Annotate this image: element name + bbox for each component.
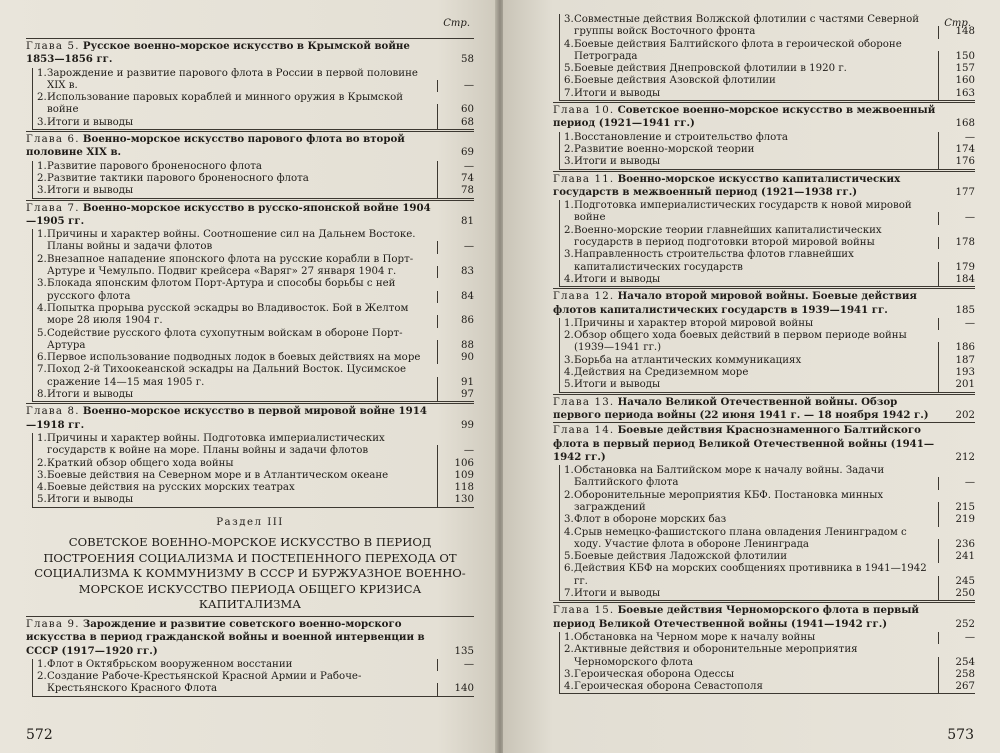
item-text: Развитие тактики парового броненосного флота bbox=[47, 172, 309, 184]
item-text: Флот в Октябрьском вооруженном восстании bbox=[47, 658, 293, 670]
toc-item bbox=[33, 352, 474, 364]
item-page: 215 bbox=[938, 502, 975, 514]
item-text: Боевые действия Ладожской флотилии bbox=[574, 551, 788, 563]
item-page: — bbox=[437, 161, 474, 173]
item-page: 201 bbox=[938, 379, 975, 391]
item-page: 118 bbox=[437, 482, 474, 494]
item-text: Боевые действия на русских морских театрах bbox=[47, 482, 295, 494]
toc-item bbox=[560, 225, 975, 250]
item-page: 258 bbox=[938, 669, 975, 681]
item-number: 4. bbox=[37, 302, 47, 314]
item-page: 157 bbox=[938, 63, 975, 75]
toc-item bbox=[33, 254, 474, 279]
item-text: Итоги и выводы bbox=[574, 156, 661, 168]
toc-item bbox=[33, 364, 474, 389]
item-number: 1. bbox=[37, 658, 47, 670]
toc-item bbox=[33, 433, 474, 458]
item-number: 2. bbox=[564, 330, 574, 342]
chapter-items bbox=[32, 433, 474, 508]
item-text: Причины и характер войны. Соотношение сил на Дальнем Востоке. Планы войны и задачи флотов bbox=[47, 229, 416, 253]
item-number: 2. bbox=[37, 92, 47, 104]
item-page: 90 bbox=[437, 352, 474, 364]
item-number: 7. bbox=[564, 87, 574, 99]
item-page: — bbox=[938, 212, 975, 224]
item-text: Итоги и выводы bbox=[47, 116, 134, 128]
item-page: 140 bbox=[437, 683, 474, 695]
chapter-label: Глава 13. bbox=[553, 396, 615, 408]
item-number: 2. bbox=[37, 253, 47, 265]
toc-item bbox=[33, 458, 474, 470]
item-page: 179 bbox=[938, 262, 975, 274]
toc-item bbox=[33, 229, 474, 254]
item-page: — bbox=[938, 318, 975, 330]
chapter-title: Русское военно-морское искусство в Крымской войне 1853—1856 гг. bbox=[26, 40, 410, 66]
item-page: 130 bbox=[437, 494, 474, 506]
toc-item bbox=[560, 75, 975, 87]
chapter-label: Глава 5. bbox=[26, 41, 80, 52]
item-page: — bbox=[437, 659, 474, 671]
section-label: Раздел III bbox=[216, 516, 284, 528]
toc-item bbox=[33, 278, 474, 303]
toc-item bbox=[33, 389, 474, 401]
chapter-heading bbox=[26, 131, 474, 160]
chapter-page: 81 bbox=[461, 215, 474, 227]
chapter-title: Боевые действия Краснознаменного Балтийского флота в первый период Великой Отечественной войны (1941—1942 гг.) bbox=[553, 424, 935, 463]
chapter-label: Глава 9. bbox=[26, 618, 80, 630]
toc-item bbox=[560, 355, 975, 367]
chapter-page: 185 bbox=[955, 304, 975, 316]
item-text: Итоги и выводы bbox=[574, 87, 661, 99]
item-number: 6. bbox=[564, 75, 574, 87]
item-text: Итоги и выводы bbox=[574, 273, 661, 285]
item-page: — bbox=[938, 632, 975, 644]
item-page: 60 bbox=[437, 104, 474, 116]
item-number: 1. bbox=[564, 131, 574, 143]
item-number: 1. bbox=[564, 631, 574, 643]
item-number: 3. bbox=[564, 156, 574, 168]
toc-item bbox=[560, 527, 975, 552]
item-page: — bbox=[938, 477, 975, 489]
chapter-title: Боевые действия Черноморского флота в первый период Великой Отечественной войны (1941—1942 гг.) bbox=[553, 604, 919, 630]
toc-item bbox=[560, 39, 975, 64]
item-page: 88 bbox=[437, 340, 474, 352]
chapter-items bbox=[32, 161, 474, 199]
item-text: Обстановка на Черном море к началу войны bbox=[574, 631, 816, 643]
chapter-page: 135 bbox=[454, 645, 474, 657]
toc-item bbox=[33, 185, 474, 197]
item-number: 2. bbox=[37, 671, 47, 683]
toc-item bbox=[560, 274, 975, 286]
chapter-heading bbox=[26, 38, 474, 67]
chapter-items bbox=[559, 632, 975, 694]
item-page: 267 bbox=[938, 681, 975, 693]
item-number: 1. bbox=[564, 200, 574, 212]
item-page: 236 bbox=[938, 539, 975, 551]
item-text: Совместные действия Волжской флотилии с частями Северной группы войск Восточного фронта bbox=[574, 14, 920, 38]
item-number: 6. bbox=[564, 563, 574, 575]
item-page: 163 bbox=[938, 88, 975, 100]
item-number: 4. bbox=[37, 482, 47, 494]
item-text: Героическая оборона Одессы bbox=[574, 668, 735, 680]
item-number: 7. bbox=[564, 588, 574, 600]
chapter-items bbox=[559, 132, 975, 170]
item-page: 84 bbox=[437, 291, 474, 303]
item-text: Итоги и выводы bbox=[47, 494, 134, 506]
item-number: 6. bbox=[37, 352, 47, 364]
item-number: 5. bbox=[564, 379, 574, 391]
chapter-heading bbox=[553, 288, 975, 317]
chapter-heading bbox=[26, 616, 474, 658]
item-text: Первое использование подводных лодок в боевых действиях на море bbox=[47, 352, 421, 364]
item-number: 2. bbox=[37, 457, 47, 469]
chapter-heading bbox=[553, 394, 975, 423]
item-text: Обстановка на Балтийском море к началу войны. Задачи Балтийского флота bbox=[574, 465, 885, 489]
item-text: Итоги и выводы bbox=[47, 389, 134, 401]
item-number: 3. bbox=[37, 469, 47, 481]
item-page: 245 bbox=[938, 576, 975, 588]
item-number: 3. bbox=[564, 514, 574, 526]
chapter-page: 202 bbox=[955, 409, 975, 421]
item-page: 241 bbox=[938, 551, 975, 563]
chapter-title: Военно-морское искусство капиталистических государств в межвоенный период (1921—1938 гг.) bbox=[553, 172, 901, 198]
item-page: 178 bbox=[938, 237, 975, 249]
item-number: 4. bbox=[564, 38, 574, 50]
chapter-heading bbox=[26, 403, 474, 432]
toc-right bbox=[553, 13, 975, 695]
chapter-page: 99 bbox=[461, 419, 474, 431]
item-text: Борьба на атлантических коммуникациях bbox=[574, 354, 802, 366]
item-number: 1. bbox=[37, 229, 47, 241]
toc-item bbox=[33, 161, 474, 173]
item-text: Итоги и выводы bbox=[574, 379, 661, 391]
item-page: 176 bbox=[938, 156, 975, 168]
item-number: 1. bbox=[37, 432, 47, 444]
toc-item bbox=[560, 249, 975, 274]
chapter-heading bbox=[553, 602, 975, 631]
item-page: 186 bbox=[938, 342, 975, 354]
item-text: Блокада японским флотом Порт-Артура и способы борьбы с ней русского флота bbox=[47, 278, 396, 302]
item-page: 74 bbox=[437, 173, 474, 185]
toc-item bbox=[33, 494, 474, 506]
toc-item bbox=[560, 367, 975, 379]
toc-item bbox=[560, 644, 975, 669]
item-text: Боевые действия на Северном море и в Атлантическом океане bbox=[47, 469, 389, 481]
chapter-label: Глава 14. bbox=[553, 425, 615, 437]
chapter-title: Советское военно-морское искусство в межвоенный период (1921—1941 гг.) bbox=[553, 104, 936, 130]
item-number: 4. bbox=[564, 526, 574, 538]
item-page: 150 bbox=[938, 51, 975, 63]
chapter-page: 69 bbox=[461, 147, 474, 159]
item-text: Срыв немецко-фашистского плана овладения Ленинградом с ходу. Участие флота в обороне Ленинграда bbox=[574, 526, 907, 550]
toc-item bbox=[560, 563, 975, 588]
item-number: 1. bbox=[564, 465, 574, 477]
item-number: 4. bbox=[564, 273, 574, 285]
item-number: 5. bbox=[37, 494, 47, 506]
chapter-label: Глава 6. bbox=[26, 134, 80, 146]
item-text: Использование паровых кораблей и минного оружия в Крымской войне bbox=[47, 92, 404, 116]
page-column-heading: Стр. bbox=[944, 18, 971, 29]
toc-item bbox=[33, 328, 474, 353]
chapter-items bbox=[559, 200, 975, 287]
item-text: Обзор общего хода боевых действий в первом периоде войны (1939—1941 гг.) bbox=[574, 330, 907, 354]
toc-item bbox=[560, 14, 975, 39]
toc-item bbox=[560, 330, 975, 355]
chapter-label: Глава 12. bbox=[553, 291, 615, 303]
item-page: 91 bbox=[437, 377, 474, 389]
item-text: Подготовка империалистических государств к новой мировой войне bbox=[574, 200, 912, 224]
item-number: 7. bbox=[37, 364, 47, 376]
right-page bbox=[503, 0, 1000, 753]
toc-item bbox=[560, 514, 975, 526]
item-text: Действия КБФ на морских сообщениях противника в 1941—1942 гг. bbox=[574, 563, 927, 587]
item-number: 2. bbox=[37, 172, 47, 184]
item-text: Поход 2-й Тихоокеанской эскадры на Дальний Восток. Цусимское сражение 14—15 мая 1905 г. bbox=[47, 364, 406, 388]
toc-item bbox=[560, 144, 975, 156]
toc-item bbox=[560, 669, 975, 681]
toc-item bbox=[560, 588, 975, 600]
toc-item bbox=[560, 63, 975, 75]
item-text: Героическая оборона Севастополя bbox=[574, 681, 763, 693]
chapter-heading bbox=[26, 200, 474, 229]
item-page: 160 bbox=[938, 75, 975, 87]
toc-item bbox=[33, 92, 474, 117]
item-text: Действия на Средиземном море bbox=[574, 367, 749, 379]
item-number: 5. bbox=[564, 551, 574, 563]
page-column-heading: Стр. bbox=[443, 18, 470, 29]
continued-items bbox=[559, 14, 975, 101]
chapter-label: Глава 15. bbox=[553, 605, 615, 617]
chapter-items bbox=[559, 318, 975, 393]
item-number: 3. bbox=[564, 14, 574, 25]
chapter-page: 168 bbox=[955, 118, 975, 130]
chapter-label: Глава 7. bbox=[26, 202, 80, 214]
item-text: Зарождение и развитие парового флота в России в первой половине XIX в. bbox=[47, 67, 418, 91]
item-text: Причины и характер войны. Подготовка империалистических государств к войне на море. Планы войны и задачи флотов bbox=[47, 432, 385, 457]
item-page: 219 bbox=[938, 514, 975, 526]
item-text: Оборонительные мероприятия КБФ. Постановка минных заграждений bbox=[574, 489, 884, 513]
item-number: 3. bbox=[564, 354, 574, 366]
item-text: Боевые действия Азовской флотилии bbox=[574, 75, 776, 87]
left-page bbox=[0, 0, 497, 753]
item-number: 3. bbox=[37, 185, 47, 197]
page-number: 572 bbox=[26, 727, 53, 743]
toc-item bbox=[560, 156, 975, 168]
toc-item bbox=[560, 632, 975, 644]
item-page: 174 bbox=[938, 144, 975, 156]
item-page: 83 bbox=[437, 266, 474, 278]
item-text: Попытка прорыва русской эскадры во Владивосток. Бой в Желтом море 28 июля 1904 г. bbox=[47, 302, 409, 327]
toc-item bbox=[560, 200, 975, 225]
item-text: Итоги и выводы bbox=[47, 185, 134, 197]
item-text: Восстановление и строительство флота bbox=[574, 131, 788, 143]
item-text: Флот в обороне морских баз bbox=[574, 514, 727, 526]
item-page: 187 bbox=[938, 355, 975, 367]
item-number: 8. bbox=[37, 389, 47, 401]
chapter-title: Начало Великой Отечественной войны. Обзор первого периода войны (22 июня 1941 г. — 18 ноября 1942 г.) bbox=[553, 395, 929, 421]
item-text: Активные действия и оборонительные мероприятия Черноморского флота bbox=[574, 644, 858, 668]
item-number: 4. bbox=[564, 367, 574, 379]
chapter-heading bbox=[553, 102, 975, 131]
item-text: Итоги и выводы bbox=[574, 588, 661, 600]
item-text: Содействие русского флота сухопутным войскам в обороне Порт-Артура bbox=[47, 327, 403, 351]
chapter-title: Военно-морское искусство парового флота во второй половине XIX в. bbox=[26, 133, 405, 159]
chapter-label: Глава 8. bbox=[26, 406, 80, 418]
item-number: 1. bbox=[564, 317, 574, 329]
item-number: 2. bbox=[564, 224, 574, 236]
item-number: 4. bbox=[564, 681, 574, 693]
toc-item bbox=[560, 490, 975, 515]
item-page: 78 bbox=[437, 185, 474, 197]
chapter-items bbox=[32, 659, 474, 697]
item-text: Внезапное нападение японского флота на русские корабли в Порт-Артуре и Чемульпо. Подвиг крейсера «Варяг» 27 января 1904 г. bbox=[47, 253, 414, 278]
toc-item bbox=[560, 132, 975, 144]
toc-item bbox=[33, 671, 474, 696]
item-number: 3. bbox=[564, 668, 574, 680]
chapter-items bbox=[32, 229, 474, 402]
toc-item bbox=[33, 117, 474, 129]
chapter-page: 252 bbox=[955, 618, 975, 630]
item-text: Краткий обзор общего хода войны bbox=[47, 457, 234, 469]
toc-item bbox=[33, 303, 474, 328]
toc-item bbox=[33, 173, 474, 185]
item-page: — bbox=[437, 80, 474, 92]
item-text: Развитие военно-морской теории bbox=[574, 143, 755, 155]
chapter-heading bbox=[553, 422, 975, 464]
item-number: 3. bbox=[37, 116, 47, 128]
item-text: Причины и характер второй мировой войны bbox=[574, 317, 814, 329]
item-page: 109 bbox=[437, 470, 474, 482]
item-text: Боевые действия Днепровской флотилии в 1920 г. bbox=[574, 63, 847, 75]
toc-item bbox=[33, 482, 474, 494]
chapter-label: Глава 11. bbox=[553, 173, 615, 185]
chapter-items bbox=[559, 465, 975, 601]
item-number: 3. bbox=[564, 249, 574, 261]
item-page: 106 bbox=[437, 458, 474, 470]
toc-item bbox=[560, 465, 975, 490]
item-page: — bbox=[437, 445, 474, 457]
chapter-page: 58 bbox=[461, 54, 474, 66]
item-page: — bbox=[938, 132, 975, 144]
item-number: 1. bbox=[37, 67, 47, 79]
item-number: 2. bbox=[564, 644, 574, 656]
item-text: Направленность строительства флотов главнейших капиталистических государств bbox=[574, 249, 854, 273]
toc-item bbox=[560, 318, 975, 330]
toc-item bbox=[33, 470, 474, 482]
chapter-title: Военно-морское искусство в русско-японской войне 1904—1905 гг. bbox=[26, 201, 431, 227]
item-number: 2. bbox=[564, 143, 574, 155]
toc-item bbox=[33, 68, 474, 93]
item-page: 97 bbox=[437, 389, 474, 401]
item-page: 250 bbox=[938, 588, 975, 600]
item-number: 2. bbox=[564, 489, 574, 501]
chapter-label: Глава 10. bbox=[553, 105, 615, 117]
item-number: 5. bbox=[564, 63, 574, 75]
item-number: 1. bbox=[37, 160, 47, 172]
chapter-title: Военно-морское искусство в первой мировой войне 1914—1918 гг. bbox=[26, 405, 427, 431]
page-number: 573 bbox=[947, 727, 974, 743]
chapter-page: 212 bbox=[955, 451, 975, 463]
item-number: 5. bbox=[37, 327, 47, 339]
item-page: 86 bbox=[437, 315, 474, 327]
item-page: 148 bbox=[938, 26, 975, 38]
item-page: — bbox=[437, 241, 474, 253]
chapter-page: 177 bbox=[955, 186, 975, 198]
toc-item bbox=[560, 681, 975, 693]
section-title: СОВЕТСКОЕ ВОЕННО-МОРСКОЕ ИСКУССТВО В ПЕРИОД ПОСТРОЕНИЯ СОЦИАЛИЗМА И ПОСТЕПЕННОГО ПЕРЕХОДА ОТ СОЦИАЛИЗМА К КОММУНИЗМУ В СССР И БУРЖУАЗНОЕ ВОЕННО-МОРСКОЕ ИСКУССТВО ПЕРИОДА ОБЩЕГО КРИЗИСА КАПИТАЛИЗМА bbox=[34, 534, 466, 612]
toc-item bbox=[560, 551, 975, 563]
toc-left bbox=[26, 38, 474, 698]
toc-item bbox=[33, 659, 474, 671]
chapter-title: Начало второй мировой войны. Боевые действия флотов капиталистических государств в 1939—1941 гг. bbox=[553, 290, 917, 316]
item-page: 68 bbox=[437, 117, 474, 129]
item-text: Боевые действия Балтийского флота в героической обороне Петрограда bbox=[574, 38, 902, 62]
item-page: 193 bbox=[938, 367, 975, 379]
toc-item bbox=[560, 379, 975, 391]
item-page: 254 bbox=[938, 657, 975, 669]
chapter-items bbox=[32, 68, 474, 130]
item-page: 184 bbox=[938, 274, 975, 286]
chapter-title: Зарождение и развитие советского военно-морского искусства в период гражданской войны и военной интервенции в СССР (1917—1920 гг.) bbox=[26, 617, 425, 657]
item-text: Военно-морские теории главнейших капиталистических государств в период подготовки второй мировой войны bbox=[574, 224, 882, 249]
toc-item bbox=[560, 88, 975, 100]
item-number: 3. bbox=[37, 278, 47, 290]
item-text: Создание Рабоче-Крестьянской Красной Армии и Рабоче-Крестьянского Красного Флота bbox=[47, 671, 362, 695]
item-text: Развитие парового броненосного флота bbox=[47, 160, 262, 172]
chapter-heading bbox=[553, 171, 975, 200]
